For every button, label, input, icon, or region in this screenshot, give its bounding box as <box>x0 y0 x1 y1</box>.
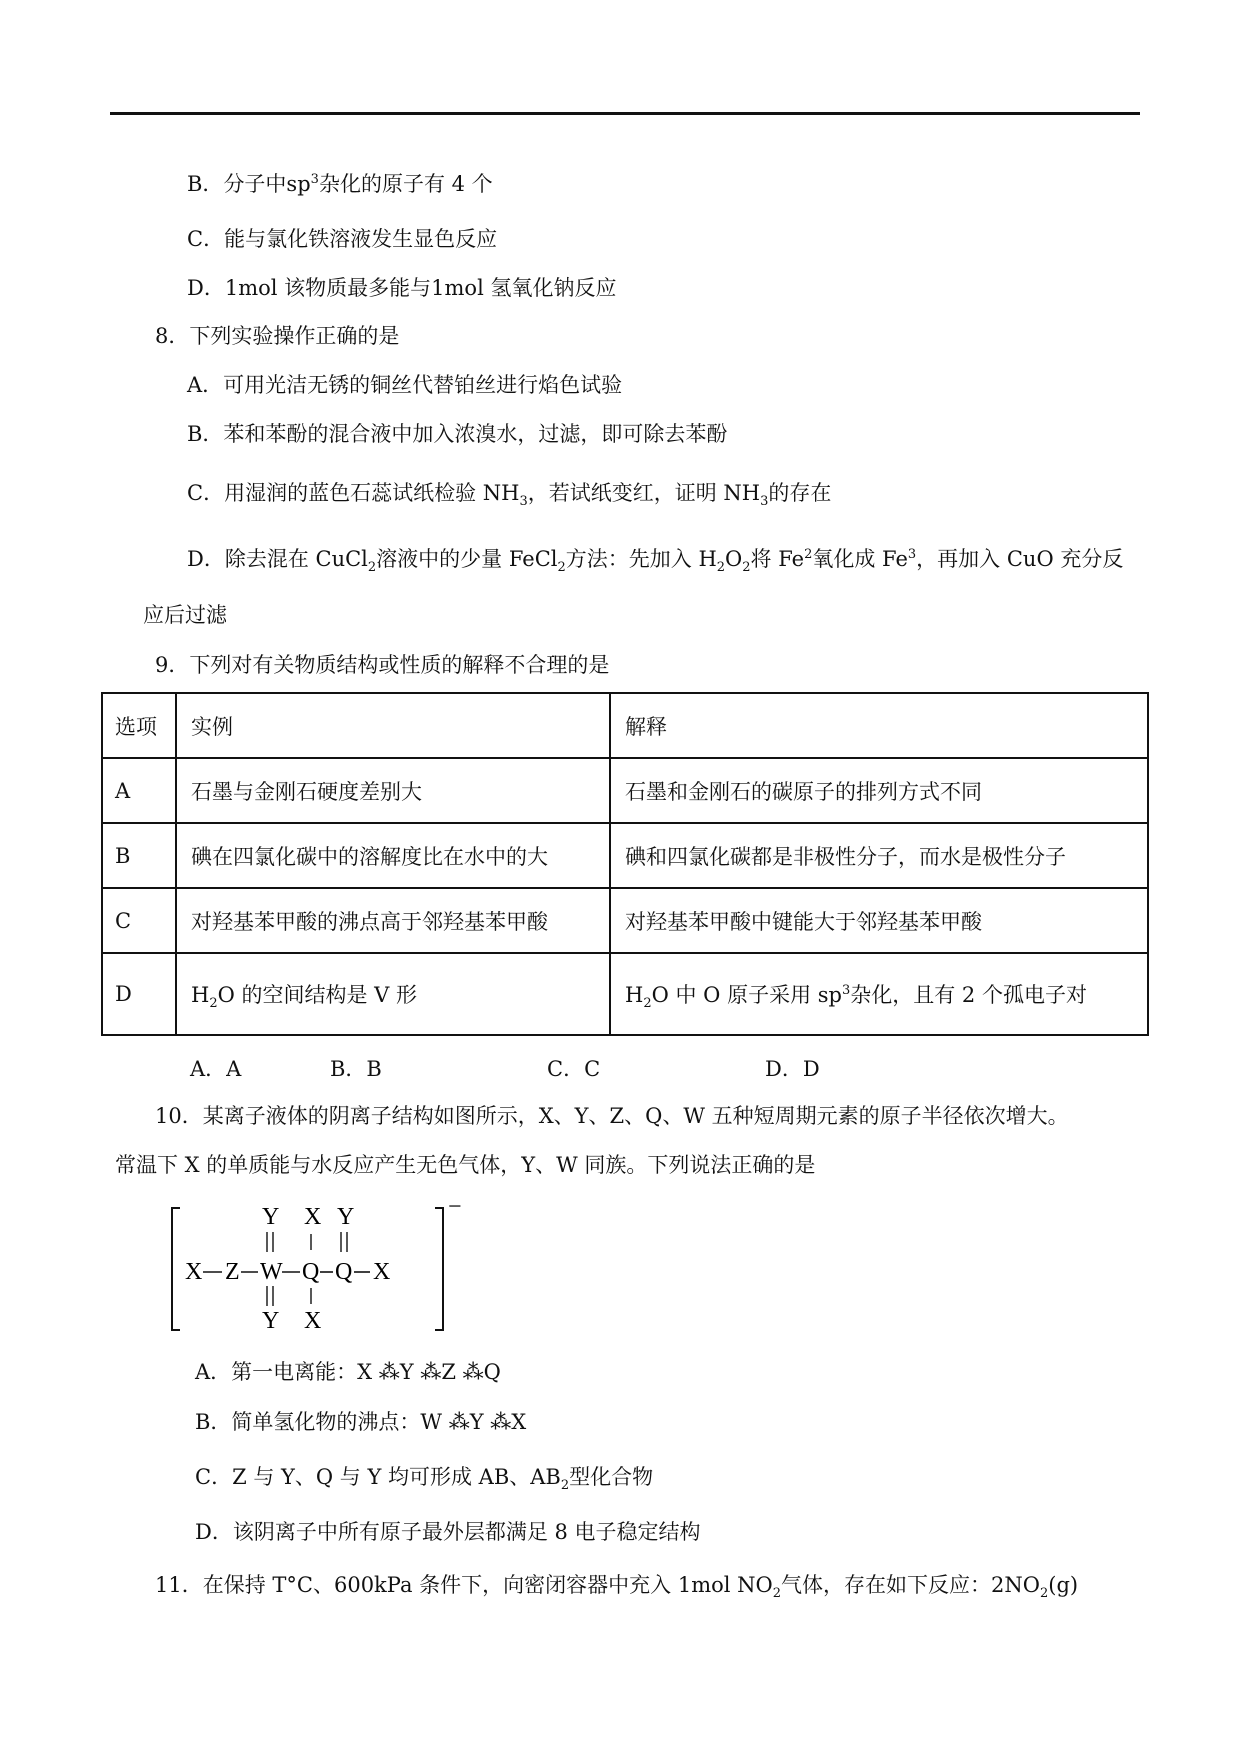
anion-structure-diagram <box>170 1200 470 1340</box>
q10-stem-line2: 常温下 X 的单质能与水反应产生无色气体，Y、W 同族。下列说法正确的是 <box>115 1153 816 1177</box>
q9-choice-b: B．B <box>330 1057 382 1081</box>
table-header-cell: 解释 <box>610 693 1148 758</box>
table-row <box>102 823 1148 888</box>
table-cell: A <box>102 758 176 823</box>
atom-x-left: X <box>185 1259 203 1285</box>
atom-y-top-w: Y <box>262 1204 280 1230</box>
q10-option-a: A．第一电离能：X ⁂Y ⁂Z ⁂Q <box>195 1360 501 1384</box>
atom-x-top-q1: X <box>304 1204 322 1230</box>
q10-option-c: C．Z 与 Y、Q 与 Y 均可形成 AB、$AB_2$型化合物 <box>195 1465 654 1494</box>
q10-option-d: D．该阴离子中所有原子最外层都满足 8 电子稳定结构 <box>195 1520 701 1544</box>
table-cell: 碘在四氯化碳中的溶解度比在水中的大 <box>176 823 610 888</box>
table-cell: $H_2O$ 的空间结构是 V 形 <box>176 953 610 1035</box>
table-header-row <box>102 693 1148 758</box>
table-cell: D <box>102 953 176 1035</box>
atom-q1: Q <box>302 1259 320 1285</box>
table-row <box>102 953 1148 1035</box>
table-cell: 对羟基苯甲酸的沸点高于邻羟基苯甲酸 <box>176 888 610 953</box>
q8-option-d-continued: 应后过滤 <box>143 603 227 627</box>
atom-y-top-q2: Y <box>337 1204 355 1230</box>
q9-table <box>101 692 1149 1036</box>
table-row <box>102 888 1148 953</box>
table-header-cell: 选项 <box>102 693 176 758</box>
table-cell: $H_2O$ 中 O 原子采用 $sp^3$杂化，且有 2 个孤电子对 <box>610 953 1148 1035</box>
table-cell: B <box>102 823 176 888</box>
q9-stem: 9．下列对有关物质结构或性质的解释不合理的是 <box>155 653 610 677</box>
q9-choice-d: D．D <box>765 1057 820 1081</box>
header-rule <box>110 112 1140 115</box>
q9-choice-c: C．C <box>547 1057 601 1081</box>
table-header-cell: 实例 <box>176 693 610 758</box>
q10-option-b: B．简单氢化物的沸点：W ⁂Y ⁂X <box>195 1410 527 1434</box>
charge-sign: − <box>448 1200 462 1220</box>
left-bracket <box>172 1208 180 1330</box>
atom-x-right: X <box>373 1259 391 1285</box>
q8-option-c: C．用湿润的蓝色石蕊试纸检验 $NH_3$，若试纸变红，证明 $NH_3$的存在 <box>187 481 832 510</box>
table-cell: C <box>102 888 176 953</box>
atom-q2: Q <box>335 1259 353 1285</box>
atom-y-bottom-w: Y <box>262 1308 280 1334</box>
q7-option-b: B．分子中$sp^3$杂化的原子有 4 个 <box>187 172 493 196</box>
table-cell: 对羟基苯甲酸中键能大于邻羟基苯甲酸 <box>610 888 1148 953</box>
atom-x-bottom-q1: X <box>304 1308 322 1334</box>
q8-option-b: B．苯和苯酚的混合液中加入浓溴水，过滤，即可除去苯酚 <box>187 422 728 446</box>
atom-w: W <box>260 1259 283 1285</box>
table-row <box>102 758 1148 823</box>
q8-stem: 8．下列实验操作正确的是 <box>155 324 400 348</box>
atom-z: Z <box>225 1259 240 1285</box>
anion-structure-svg <box>170 1200 470 1340</box>
q7-option-d: D．1mol 该物质最多能与1mol 氢氧化钠反应 <box>187 276 617 300</box>
q8-option-d: D．除去混在 CuCl$_2$溶液中的少量 FeCl$_2$方法：先加入 $H_2O_2$将 Fe$^2$氧化成 Fe$^3$，再加入 CuO 充分反 <box>187 547 1124 576</box>
table-cell: 石墨和金刚石的碳原子的排列方式不同 <box>610 758 1148 823</box>
q7-option-c: C．能与氯化铁溶液发生显色反应 <box>187 227 498 251</box>
table-cell: 碘和四氯化碳都是非极性分子，而水是极性分子 <box>610 823 1148 888</box>
right-bracket <box>435 1208 443 1330</box>
q11-stem: 11．在保持 T°C、600kPa 条件下，向密闭容器中充入 1mol $NO_2$气体，存在如下反应：$2NO_2(g)$ <box>155 1573 1079 1602</box>
q9-choice-a: A．A <box>190 1057 242 1081</box>
q10-stem-line1: 10．某离子液体的阴离子结构如图所示，X、Y、Z、Q、W 五种短周期元素的原子半径依次增大。 <box>155 1104 1069 1128</box>
table-cell: 石墨与金刚石硬度差别大 <box>176 758 610 823</box>
q8-option-a: A．可用光洁无锈的铜丝代替铂丝进行焰色试验 <box>187 373 623 397</box>
